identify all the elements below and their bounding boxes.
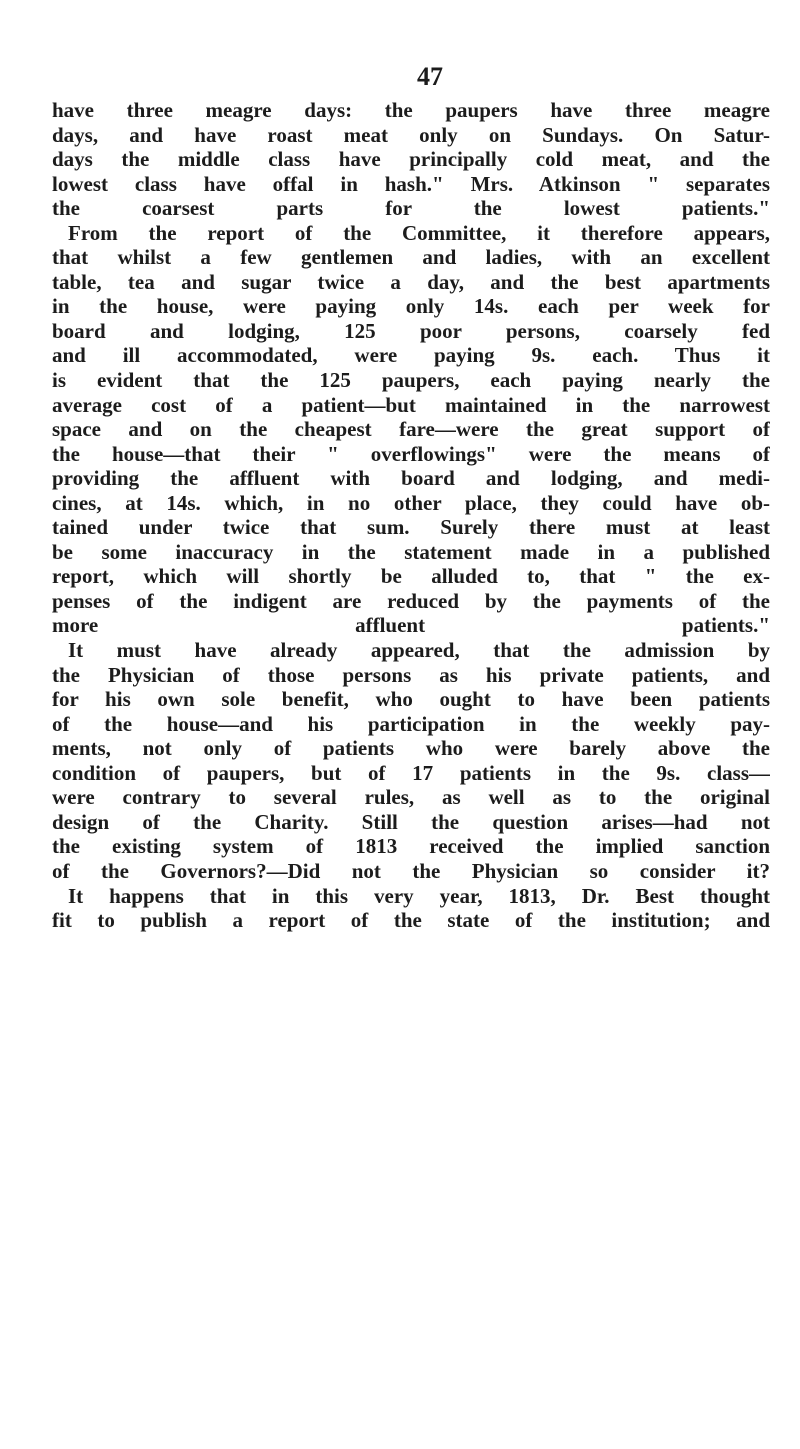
text-line: more affluent patients." [52, 613, 770, 638]
text-line: the Physician of those persons as his private patients, and [52, 662, 770, 687]
text-line: space and on the cheapest fare—were the great support of [52, 417, 770, 442]
text-line: is evident that the 125 paupers, each paying nearly the [52, 368, 770, 393]
text-line: report, which will shortly be alluded to, that " the ex- [52, 564, 770, 589]
text-line: for his own sole benefit, who ought to have been patients [52, 687, 770, 712]
text-line: From the report of the Committee, it therefore appears, [68, 220, 770, 245]
text-line: table, tea and sugar twice a day, and the best apartments [52, 269, 770, 294]
body-text [52, 98, 770, 933]
text-line: providing the affluent with board and lodging, and medi- [52, 466, 770, 491]
text-line: be some inaccuracy in the statement made in a published [52, 539, 770, 564]
text-line: fit to publish a report of the state of the institution; and [52, 908, 770, 933]
text-line: the house—that their " overflowings" were the means of [52, 441, 770, 466]
text-line: have three meagre days: the paupers have three meagre [52, 98, 770, 122]
text-line: cines, at 14s. which, in no other place, they could have ob- [52, 490, 770, 515]
text-line: of the house—and his participation in the weekly pay- [52, 711, 770, 736]
text-line: condition of paupers, but of 17 patients in the 9s. class— [52, 760, 770, 785]
text-line: lowest class have offal in hash." Mrs. Atkinson " separates [52, 171, 770, 196]
text-line: It must have already appeared, that the admission by [68, 638, 770, 663]
text-line: and ill accommodated, were paying 9s. each. Thus it [52, 343, 770, 368]
text-line: design of the Charity. Still the question arises—had not [52, 809, 770, 834]
text-line: board and lodging, 125 poor persons, coarsely fed [52, 318, 770, 343]
text-line: ments, not only of patients who were barely above the [52, 736, 770, 761]
text-line: penses of the indigent are reduced by the payments of the [52, 588, 770, 613]
text-line: the existing system of 1813 received the implied sanction [52, 834, 770, 859]
text-line: days, and have roast meat only on Sundays. On Satur- [52, 122, 770, 147]
text-line: the coarsest parts for the lowest patients." [52, 196, 770, 221]
text-line: in the house, were paying only 14s. each per week for [52, 294, 770, 319]
page-number: 47 [417, 62, 443, 91]
text-line: were contrary to several rules, as well as to the original [52, 785, 770, 810]
text-line: that whilst a few gentlemen and ladies, with an excellent [52, 245, 770, 270]
text-line: of the Governors?—Did not the Physician so consider it? [52, 858, 770, 883]
text-line: tained under twice that sum. Surely there must at least [52, 515, 770, 540]
text-line: days the middle class have principally cold meat, and the [52, 147, 770, 172]
text-line: average cost of a patient—but maintained in the narrowest [52, 392, 770, 417]
text-line: It happens that in this very year, 1813, Dr. Best thought [68, 883, 770, 908]
